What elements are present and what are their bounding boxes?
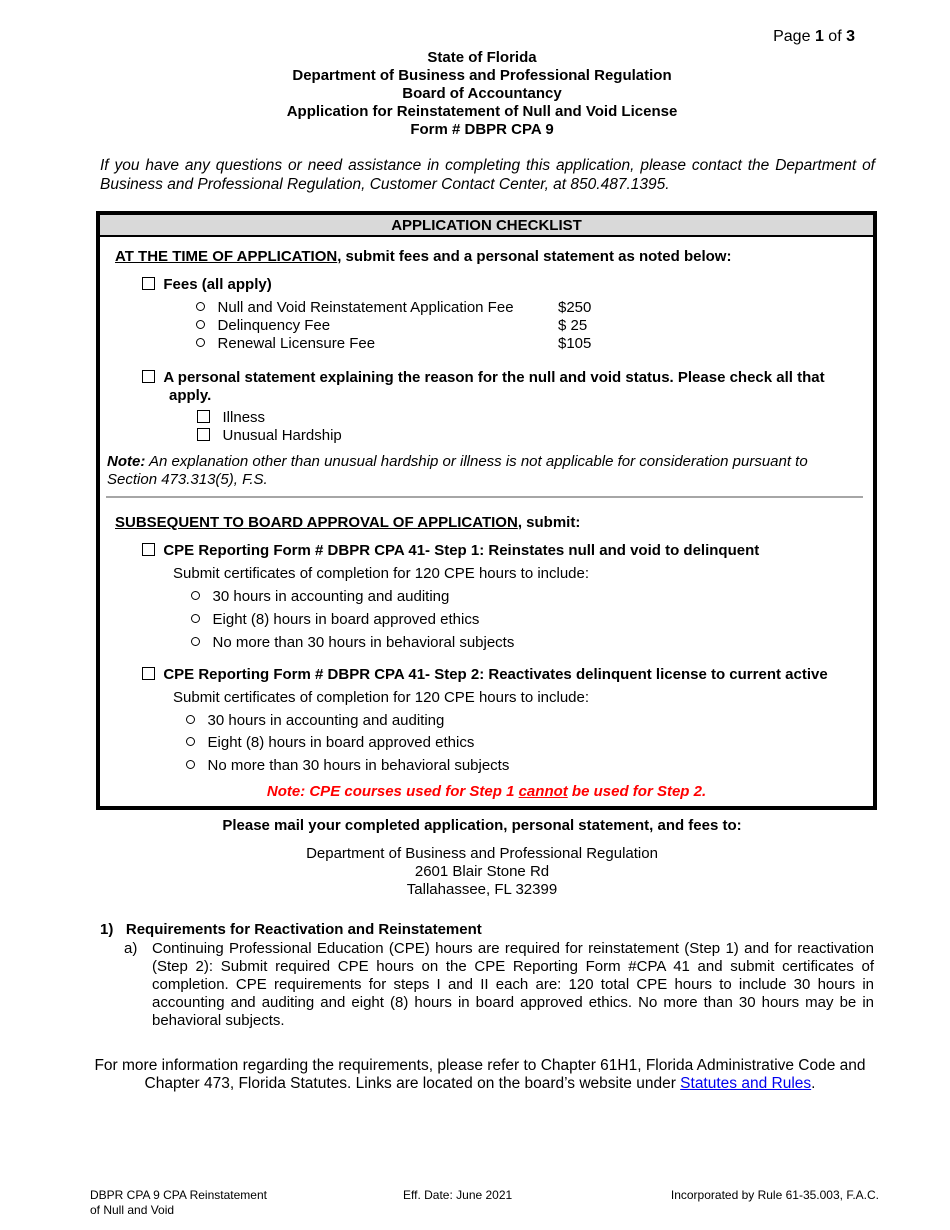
hardship-note-cont: Section 473.313(5), F.S.	[107, 471, 268, 488]
hardship-checkbox[interactable]	[197, 428, 210, 441]
bullet-circle-icon	[191, 591, 200, 600]
personal-statement-checkbox[interactable]	[142, 370, 155, 383]
intro-text: If you have any questions or need assistance in completing this application, please contact the Department of Business and Professional Regulation, Customer Contact Center, at 850.487.1395.	[100, 157, 875, 193]
bullet-circle-icon	[186, 760, 195, 769]
fee-amount: $250	[558, 299, 592, 316]
fee-row: Renewal Licensure Fee	[196, 335, 375, 353]
requirements-letter: a)	[124, 940, 138, 957]
page-of: of	[828, 28, 842, 45]
header-form-number: Form # DBPR CPA 9	[410, 121, 554, 138]
step2-list-item: 30 hours in accounting and auditing	[186, 712, 444, 730]
step1-list-item: Eight (8) hours in board approved ethics	[191, 611, 479, 629]
fees-item	[142, 276, 272, 294]
bullet-circle-icon	[196, 302, 205, 311]
more-info: For more information regarding the requirements, please refer to Chapter 61H1, Florida Administrative Code and Chapter 473, Florida Statutes. Links are located on the board’s website under Statutes and Rules.	[94, 1057, 866, 1092]
requirements-heading: 1) Requirements for Reactivation and Reinstatement	[100, 921, 482, 938]
header-application-title: Application for Reinstatement of Null and Void License	[286, 103, 678, 120]
header-department: Department of Business and Professional Regulation	[292, 67, 672, 84]
bullet-circle-icon	[186, 737, 195, 746]
mail-heading: Please mail your completed application, personal statement, and fees to:	[222, 817, 742, 834]
bullet-circle-icon	[191, 614, 200, 623]
subsequent-heading: SUBSEQUENT TO BOARD APPROVAL OF APPLICATION, submit:	[115, 514, 581, 531]
step2-sub: Submit certificates of completion for 120 CPE hours to include:	[173, 689, 590, 706]
footer-left: DBPR CPA 9 CPA Reinstatement of Null and Void	[90, 1188, 267, 1217]
footer-right: Incorporated by Rule 61-35.003, F.A.C.	[670, 1188, 879, 1202]
time-of-application-heading: AT THE TIME OF APPLICATION, submit fees and a personal statement as noted below:	[115, 248, 732, 265]
address-line-2: 2601 Blair Stone Rd	[414, 863, 550, 880]
step2-list-item: Eight (8) hours in board approved ethics	[186, 734, 474, 752]
page-number	[773, 28, 855, 46]
application-checklist	[96, 211, 877, 810]
header-board: Board of Accountancy	[402, 85, 562, 102]
fees-checkbox[interactable]	[142, 277, 155, 290]
step1-sub: Submit certificates of completion for 120 CPE hours to include:	[173, 565, 590, 582]
fee-row: Null and Void Reinstatement Application Fee	[196, 299, 514, 317]
bullet-circle-icon	[186, 715, 195, 724]
step1-list-item: No more than 30 hours in behavioral subjects	[191, 634, 514, 652]
reason-hardship: Unusual Hardship	[197, 427, 342, 445]
fee-row: Delinquency Fee	[196, 317, 330, 335]
personal-statement-item: A personal statement explaining the reason for the null and void status. Please check all that	[142, 369, 825, 387]
step2-checkbox[interactable]	[142, 667, 155, 680]
step1-list-item: 30 hours in accounting and auditing	[191, 588, 449, 606]
address-line-1: Department of Business and Professional Regulation	[306, 845, 658, 862]
step1-item: CPE Reporting Form # DBPR CPA 41- Step 1: Reinstates null and void to delinquent	[142, 542, 759, 560]
personal-statement-cont: apply.	[169, 387, 212, 404]
page-total: 3	[846, 28, 855, 45]
requirements-text: Continuing Professional Education (CPE) hours are required for reinstatement (Step 1) and for reactivation (Step 2): Submit required CPE hours on the CPE Reporting Form #CPA 41 and submit certificates of completion. CPE requirements for steps I and II each are: 120 total CPE hours to include 30 hours in accounting and auditing and eight (8) hours in board approved ethics. No more than 30 hours may be in behavioral subjects.	[152, 940, 874, 1029]
page-label: Page	[773, 28, 811, 45]
illness-checkbox[interactable]	[197, 410, 210, 423]
bullet-circle-icon	[196, 338, 205, 347]
step1-checkbox[interactable]	[142, 543, 155, 556]
mail-address	[0, 845, 950, 899]
header-state: State of Florida	[427, 49, 537, 66]
hardship-note: Note: An explanation other than unusual hardship or illness is not applicable for consideration pursuant to	[107, 453, 808, 470]
checklist-title: APPLICATION CHECKLIST	[100, 215, 873, 237]
step-note: Note: CPE courses used for Step 1 cannot be used for Step 2.	[266, 783, 707, 800]
fee-amount: $105	[558, 335, 592, 352]
footer-center: Eff. Date: June 2021	[403, 1188, 513, 1202]
form-header	[0, 49, 950, 139]
statutes-and-rules-link[interactable]: Statutes and Rules	[680, 1075, 812, 1092]
fees-label: Fees (all apply)	[163, 276, 272, 293]
bullet-circle-icon	[191, 637, 200, 646]
address-line-3: Tallahassee, FL 32399	[406, 881, 558, 898]
reason-illness: Illness	[197, 409, 265, 427]
step2-list-item: No more than 30 hours in behavioral subjects	[186, 757, 509, 775]
step2-item: CPE Reporting Form # DBPR CPA 41- Step 2: Reactivates delinquent license to current active	[142, 666, 828, 684]
page-current: 1	[814, 28, 824, 45]
section-divider	[106, 496, 863, 498]
fee-amount: $ 25	[558, 317, 588, 334]
bullet-circle-icon	[196, 320, 205, 329]
